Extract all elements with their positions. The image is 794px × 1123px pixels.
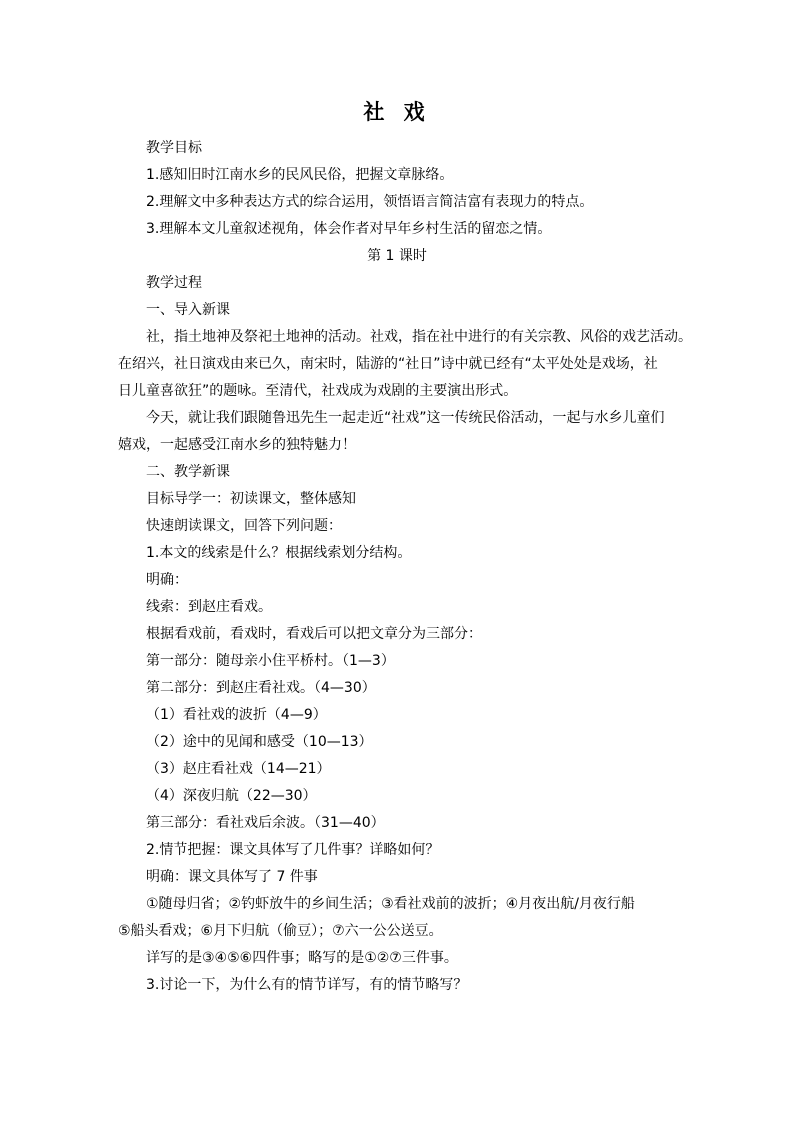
goal-item-3: 3.理解本文儿童叙述视角，体会作者对早年乡村生活的留恋之情。 <box>146 221 552 237</box>
body-line: 快速朗读课文，回答下列问题： <box>146 518 342 534</box>
body-line: 根据看戏前，看戏时，看戏后可以把文章分为三部分： <box>146 626 482 642</box>
body-line: 第一部分：随母亲小住平桥村。（1—3） <box>146 653 395 669</box>
new-lesson-heading: 二、教学新课 <box>146 464 230 480</box>
goal-item-2: 2.理解文中多种表达方式的综合运用，领悟语言简洁富有表现力的特点。 <box>146 194 594 210</box>
intro-paragraph-2-line-1: 今天，就让我们跟随鲁迅先生一起走近“社戏”这一传统民俗活动，一起与水乡儿童们 <box>146 410 665 426</box>
body-line: 第二部分：到赵庄看社戏。（4—30） <box>146 680 376 696</box>
body-line: （2）途中的见闻和感受（10—13） <box>146 734 373 750</box>
document-title: 社 戏 <box>363 100 431 124</box>
goal-item-1: 1.感知旧时江南水乡的民风民俗，把握文章脉络。 <box>146 167 454 183</box>
lesson-label: 第 1 课时 <box>367 248 427 264</box>
intro-paragraph-2-line-2: 嬉戏，一起感受江南水乡的独特魅力！ <box>118 437 356 453</box>
body-line: ⑤船头看戏；⑥月下归航（偷豆）；⑦六一公公送豆。 <box>118 923 443 939</box>
intro-paragraph-1-line-2: 在绍兴，社日演戏由来已久，南宋时，陆游的“社日”诗中就已经有“太平处处是戏场，社 <box>118 356 658 372</box>
body-line: 线索：到赵庄看戏。 <box>146 599 272 615</box>
intro-paragraph-1-line-3: 日儿童喜欲狂”的题咏。至清代，社戏成为戏剧的主要演出形式。 <box>118 383 518 399</box>
body-line: （1）看社戏的波折（4—9） <box>146 707 327 723</box>
body-line: ①随母归省；②钓虾放牛的乡间生活；③看社戏前的波折；④月夜出航/月夜行船 <box>146 896 635 912</box>
goals-heading: 教学目标 <box>146 140 202 156</box>
body-line: 3.讨论一下，为什么有的情节详写，有的情节略写？ <box>146 977 468 993</box>
body-line: 2.情节把握：课文具体写了几件事？详略如何？ <box>146 842 440 858</box>
intro-paragraph-1-line-1: 社，指土地神及祭祀土地神的活动。社戏，指在社中进行的有关宗教、风俗的戏艺活动。 <box>146 329 692 345</box>
intro-heading: 一、导入新课 <box>146 302 230 318</box>
body-line: 明确：课文具体写了 7 件事 <box>146 869 318 885</box>
body-line: 1.本文的线索是什么？根据线索划分结构。 <box>146 545 412 561</box>
body-line: 第三部分：看社戏后余波。（31—40） <box>146 815 385 831</box>
body-line: 详写的是③④⑤⑥四件事；略写的是①②⑦三件事。 <box>146 950 458 966</box>
body-line: （3）赵庄看社戏（14—21） <box>146 761 331 777</box>
body-line: （4）深夜归航（22—30） <box>146 788 317 804</box>
process-heading: 教学过程 <box>146 275 202 291</box>
body-line: 明确： <box>146 572 188 588</box>
body-line: 目标导学一：初读课文，整体感知 <box>146 491 356 507</box>
